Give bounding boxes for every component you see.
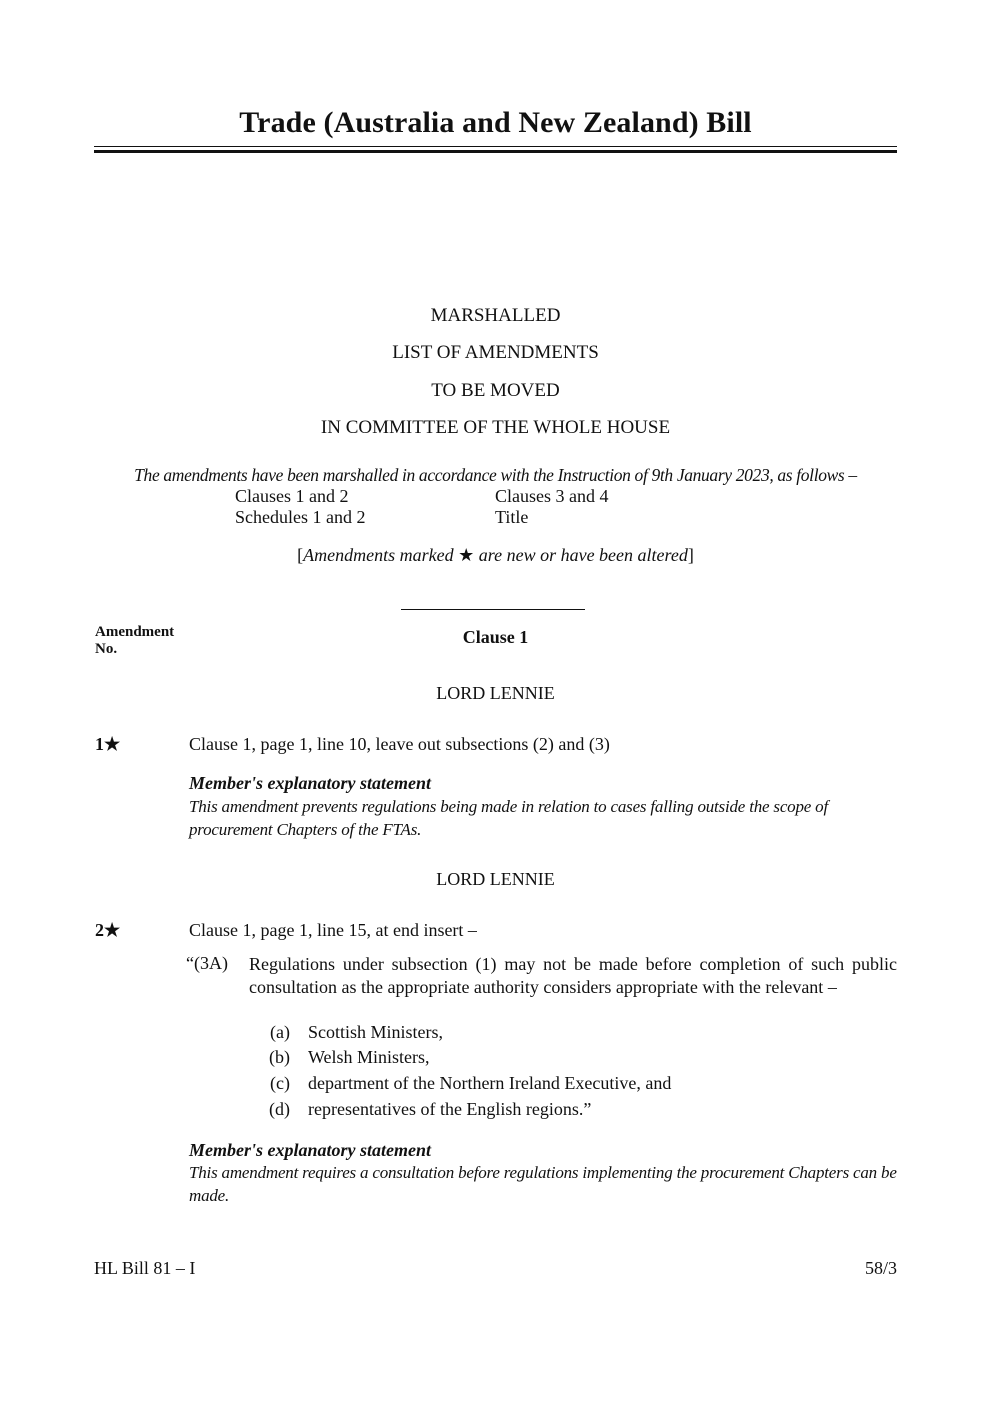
member-name: LORD LENNIE xyxy=(436,683,555,703)
heading-line-4: IN COMMITTEE OF THE WHOLE HOUSE xyxy=(320,417,671,438)
section-divider xyxy=(401,609,585,610)
heading-line-3: TO BE MOVED xyxy=(431,380,560,401)
order-item: Clauses 1 and 2 xyxy=(235,486,349,506)
order-item: Schedules 1 and 2 xyxy=(235,507,366,527)
amendment-number: 1★ xyxy=(95,734,121,754)
bill-reference: HL Bill 81 – I xyxy=(94,1258,196,1278)
paragraph-text: Welsh Ministers, xyxy=(308,1047,430,1067)
paragraph-text: Scottish Ministers, xyxy=(308,1022,444,1042)
title-rule-thick xyxy=(94,150,897,153)
paragraph-label: (c) xyxy=(270,1073,290,1093)
inserted-subsection-text: Regulations under subsection (1) may not be made before completion of such public consultation as the appropriate authority considers appropriate with the relevant – xyxy=(249,954,897,997)
paragraph-text: representatives of the English regions.” xyxy=(308,1099,592,1119)
heading-line-1: MARSHALLED xyxy=(430,305,561,326)
amendment-number: 2★ xyxy=(95,920,121,940)
explanatory-statement-text: This amendment prevents regulations being made in relation to cases falling outside the scope of procurement Chapters of the FTAs. xyxy=(189,797,828,839)
explanatory-statement-title: Member's explanatory statement xyxy=(189,1140,431,1160)
heading-line-2: LIST OF AMENDMENTS xyxy=(392,342,599,363)
order-item: Clauses 3 and 4 xyxy=(495,486,609,506)
amendment-text: Clause 1, page 1, line 15, at end insert – xyxy=(189,920,477,940)
star-note-text: are new or have been altered xyxy=(474,545,688,565)
order-item: Title xyxy=(495,507,529,527)
star-note: [Amendments marked ★ are new or have been altered] xyxy=(297,545,694,565)
paragraph-text: department of the Northern Ireland Executive, and xyxy=(308,1073,672,1093)
paragraph-label: (a) xyxy=(270,1022,290,1042)
marshalling-instruction: The amendments have been marshalled in accordance with the Instruction of 9th January 2023, as follows – xyxy=(134,465,857,485)
member-name: LORD LENNIE xyxy=(436,869,555,889)
explanatory-statement-text: This amendment requires a consultation before regulations implementing the procurement Chapters can be made. xyxy=(189,1163,897,1205)
star-note-text: Amendments marked xyxy=(303,545,459,565)
paragraph-label: (d) xyxy=(269,1099,290,1119)
paragraph-label: (b) xyxy=(269,1047,290,1067)
amendment-no-header: Amendment No. xyxy=(95,624,175,657)
amendment-text: Clause 1, page 1, line 10, leave out subsections (2) and (3) xyxy=(189,734,610,754)
page-reference: 58/3 xyxy=(864,1258,897,1278)
clause-heading: Clause 1 xyxy=(462,627,529,647)
explanatory-statement-title: Member's explanatory statement xyxy=(189,773,431,793)
document-title: Trade (Australia and New Zealand) Bill xyxy=(239,106,752,139)
title-rule-thin xyxy=(94,146,897,147)
inserted-subsection-label: “(3A) xyxy=(186,953,228,973)
star-icon: ★ xyxy=(458,545,475,565)
